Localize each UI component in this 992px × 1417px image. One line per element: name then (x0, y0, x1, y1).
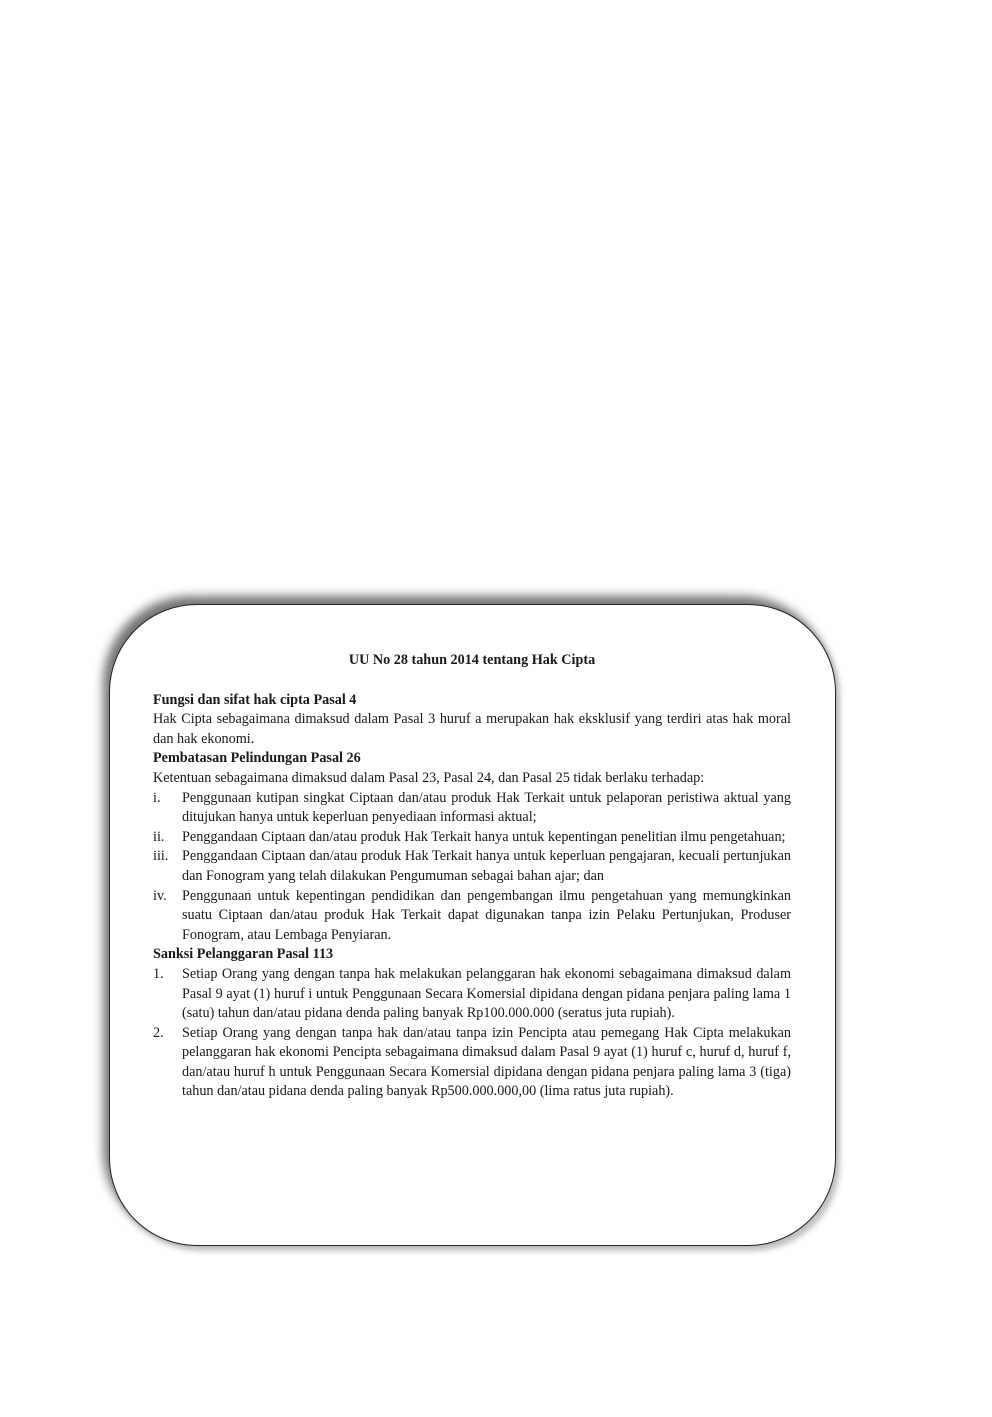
list-item (153, 847, 791, 886)
document-title: UU No 28 tahun 2014 tentang Hak Cipta (348, 652, 596, 668)
pasal-113-list (153, 965, 791, 1102)
list-item-text: Penggunaan untuk kepentingan pendidikan dan pengembangan ilmu pengetahuan yang memungkinkan suatu Ciptaan dan/atau produk Hak Terkait dapat digunakan tanpa izin Pelaku Pertunjukan, Produser Fonogram, atau Lembaga Penyiaran. (182, 887, 791, 943)
list-marker: 1. (153, 965, 164, 982)
list-marker: ii. (153, 828, 165, 845)
section-heading-pasal-26: Pembatasan Pelindungan Pasal 26 (153, 750, 361, 767)
section-paragraph-pasal-4: Hak Cipta sebagaimana dimaksud dalam Pasal 3 huruf a merupakan hak eksklusif yang terdiri atas hak moral dan hak ekonomi. (153, 711, 791, 747)
list-item-text: Setiap Orang yang dengan tanpa hak dan/atau tanpa izin Pencipta atau pemegang Hak Cipta melakukan pelanggaran hak ekonomi Pencipta sebagaimana dimaksud dalam Pasal 9 ayat (1) huruf c, huruf d, huruf f, dan/atau huruf h untuk Penggunaan Secara Komersial dipidana dengan pidana penjara paling lama 3 (tiga) tahun dan/atau pidana denda paling banyak Rp500.000.000,00 (lima ratus juta rupiah). (182, 1024, 791, 1100)
list-item-text: Setiap Orang yang dengan tanpa hak melakukan pelanggaran hak ekonomi sebagaimana dimaksud dalam Pasal 9 ayat (1) huruf i untuk Penggunaan Secara Komersial dipidana dengan pidana penjara paling lama 1 (satu) tahun dan/atau pidana denda paling banyak Rp100.000.000 (seratus juta rupiah). (182, 965, 791, 1022)
list-item (153, 887, 791, 946)
section-heading-pasal-4: Fungsi dan sifat hak cipta Pasal 4 (153, 691, 357, 708)
list-item-text: Penggandaan Ciptaan dan/atau produk Hak Terkait hanya untuk keperluan pengajaran, kecuali pertunjukan dan Fonogram yang telah dilakukan Pengumuman sebagai bahan ajar; dan (182, 848, 791, 884)
list-item (153, 789, 791, 828)
list-marker: 2. (153, 1024, 164, 1041)
list-item (153, 965, 791, 1024)
list-item (153, 1024, 791, 1102)
list-item-text: Penggunaan kutipan singkat Ciptaan dan/atau produk Hak Terkait untuk pelaporan peristiwa aktual yang ditujukan hanya untuk keperluan penyediaan informasi aktual; (182, 789, 791, 826)
list-marker: iii. (153, 848, 169, 865)
section-paragraph-pasal-26: Ketentuan sebagaimana dimaksud dalam Pasal 23, Pasal 24, dan Pasal 25 tidak berlaku terhadap: (153, 769, 705, 786)
pasal-26-list (153, 789, 791, 946)
copyright-notice-content (153, 651, 791, 1102)
list-item-text: Penggandaan Ciptaan dan/atau produk Hak Terkait hanya untuk kepentingan penelitian ilmu pengetahuan; (182, 828, 786, 845)
list-item (153, 828, 791, 848)
section-heading-pasal-113: Sanksi Pelanggaran Pasal 113 (153, 946, 334, 963)
list-marker: iv. (153, 887, 167, 904)
list-marker: i. (153, 789, 161, 806)
